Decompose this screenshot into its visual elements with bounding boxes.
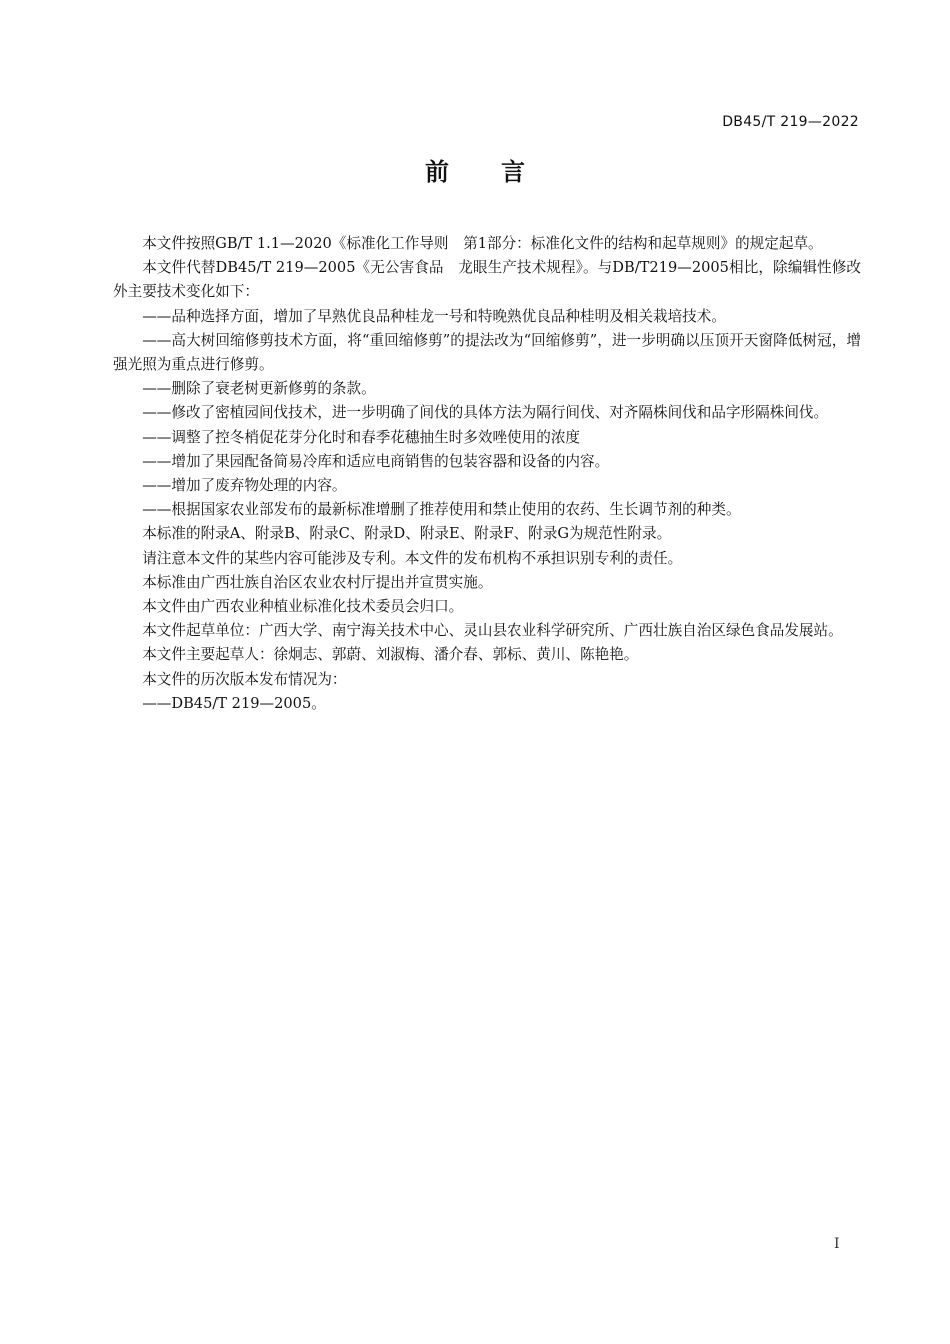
foreword-body [113, 232, 861, 716]
page-number: I [834, 1236, 840, 1252]
change-item-pesticides: ——根据国家农业部发布的最新标准增删了推荐使用和禁止使用的农药、生长调节剂的种类。 [142, 501, 741, 519]
paragraph-drafting-units: 本文件起草单位：广西大学、南宁海关技术中心、灵山县农业科学研究所、广西壮族自治区绿色食品发展站。 [142, 622, 843, 640]
paragraph-appendices: 本标准的附录A、附录B、附录C、附录D、附录E、附录F、附录G为规范性附录。 [142, 525, 672, 543]
paragraph-proposer: 本标准由广西壮族自治区农业农村厅提出并宣贯实施。 [142, 573, 493, 591]
change-item-cold-storage: ——增加了果园配备简易冷库和适应电商销售的包装容器和设备的内容。 [142, 452, 610, 470]
paragraph-version-history: 本文件的历次版本发布情况为： [142, 670, 347, 688]
change-item-thinning: ——修改了密植园间伐技术，进一步明确了间伐的具体方法为隔行间伐、对齐隔株间伐和品字形隔株间伐。 [142, 404, 829, 422]
change-item-variety: ——品种选择方面，增加了早熟优良品种桂龙一号和特晚熟优良品种桂明及相关栽培技术。 [142, 307, 726, 325]
change-item-paclobutrazol: ——调整了控冬梢促花芽分化时和春季花穗抽生时多效唑使用的浓度 [142, 428, 581, 446]
change-item-pruning: ——高大树回缩修剪技术方面，将“重回缩修剪”的提法改为“回缩修剪”，进一步明确以压顶开天窗降低树冠，增强光照为重点进行修剪。 [113, 331, 861, 374]
change-item-waste: ——增加了废弃物处理的内容。 [142, 477, 347, 495]
page-title: 前言 [425, 158, 577, 186]
paragraph-replaces-standard: 本文件代替DB45/T 219—2005《无公害食品 龙眼生产技术规程》。与DB/T219—2005相比，除编辑性修改外主要技术变化如下： [113, 259, 861, 301]
paragraph-drafters: 本文件主要起草人：徐炯志、郭蔚、刘淑梅、潘介春、郭标、黄川、陈艳艳。 [142, 646, 639, 664]
version-history-item: ——DB45/T 219—2005。 [142, 694, 326, 712]
change-item-deleted-clause: ——删除了衰老树更新修剪的条款。 [142, 380, 376, 398]
paragraph-committee: 本文件由广西农业种植业标准化技术委员会归口。 [142, 598, 464, 616]
document-code: DB45/T 219—2022 [722, 114, 859, 130]
paragraph-drafting-rules: 本文件按照GB/T 1.1—2020《标准化工作导则 第1部分：标准化文件的结构和起草规则》的规定起草。 [142, 235, 823, 252]
paragraph-patent-notice: 请注意本文件的某些内容可能涉及专利。本文件的发布机构不承担识别专利的责任。 [142, 549, 683, 567]
